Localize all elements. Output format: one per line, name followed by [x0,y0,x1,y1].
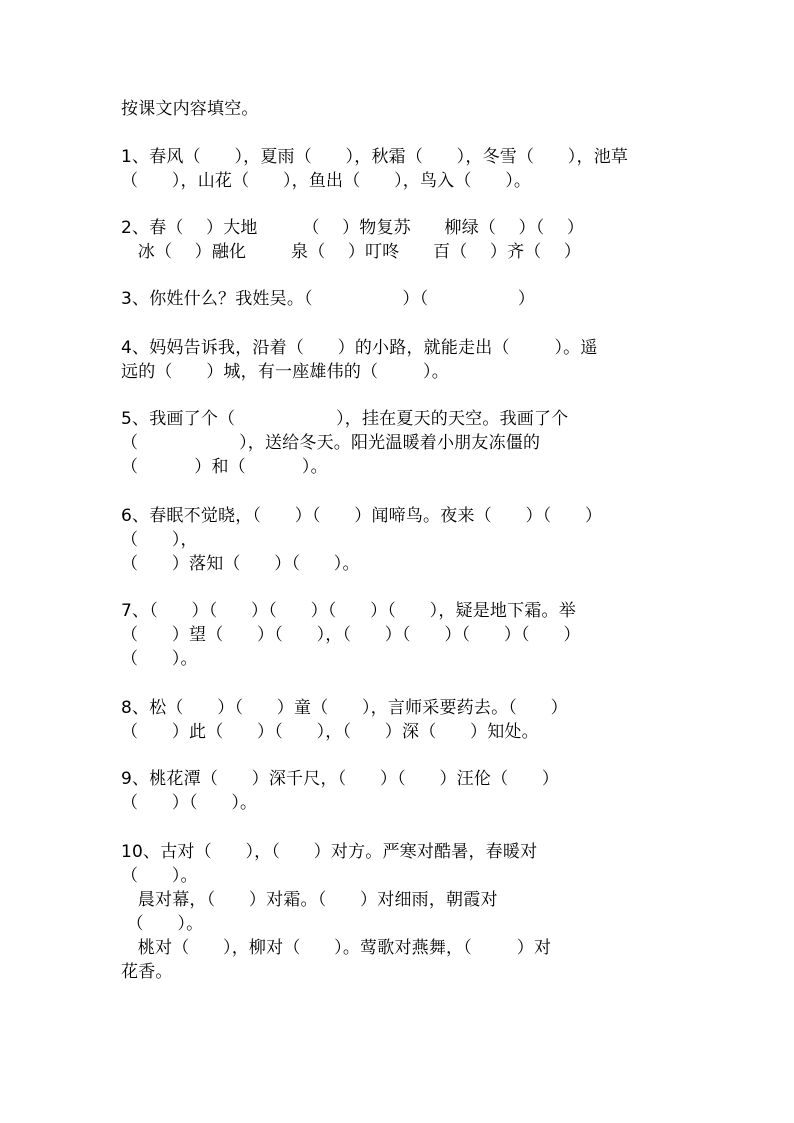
question-5-line-3: （ ）和（ ）。 [121,457,328,477]
question-5-line-1: 5、我画了个（ ），挂在夏天的天空。我画了个 [121,409,569,429]
question-9-line-1: 9、桃花潭（ ）深千尺，（ ）（ ）汪伦（ ） [121,769,560,789]
question-10-line-6: 花香。 [121,962,173,982]
question-10-line-5: 桃对（ ），柳对（ ）。莺歌对燕舞，（ ）对 [121,938,552,958]
question-4-line-2: 远的（ ）城，有一座雄伟的（ ）。 [121,362,449,382]
question-8-line-2: （ ）此（ ）（ ），（ ）深（ ）知处。 [121,722,539,742]
question-2-line-1: 2、春（ ）大地 （ ）物复苏 柳绿（ ）（ ） [121,218,585,238]
question-3-line-1: 3、你姓什么？我姓吴。（ ）（ ） [121,289,536,309]
question-6-line-3: （ ）落知（ ）（ ）。 [121,554,360,574]
question-7-line-3: （ ）。 [121,649,198,669]
question-6-line-1: 6、春眠不觉晓，（ ）（ ）闻啼鸟。夜来（ ）（ ） [121,506,603,526]
question-9-line-2: （ ）（ ）。 [121,793,258,813]
question-2-line-2: 冰（ ）融化 泉（ ）叮咚 百（ ）齐（ ） [121,242,582,262]
question-7-line-2: （ ）望（ ）（ ），（ ）（ ）（ ）（ ） [121,625,581,645]
question-1-line-2: （ ），山花（ ），鱼出（ ），鸟入（ ）。 [121,171,532,191]
question-1-line-1: 1、春风（ ），夏雨（ ），秋霜（ ），冬雪（ ），池草 [121,147,629,167]
question-4-line-1: 4、妈妈告诉我，沿着（ ）的小路，就能走出（ ）。遥 [121,338,598,358]
question-10-line-2: （ ）。 [121,866,198,886]
question-10-line-1: 10、古对（ ），（ ）对方。严寒对酷暑，春暖对 [121,842,538,862]
question-10-line-3: 晨对幕，（ ）对霜。（ ）对细雨，朝霞对 [121,890,498,910]
question-6-line-2: （ ）， [121,530,198,550]
question-7-line-1: 7、（ ）（ ）（ ）（ ）（ ），疑是地下霜。举 [121,601,576,621]
worksheet-title: 按课文内容填空。 [121,99,259,119]
question-10-line-4: （ ）。 [121,914,204,934]
question-5-line-2: （ ），送给冬天。阳光温暖着小朋友冻僵的 [121,433,541,453]
question-8-line-1: 8、松（ ）（ ）童（ ），言师采要药去。（ ） [121,698,568,718]
